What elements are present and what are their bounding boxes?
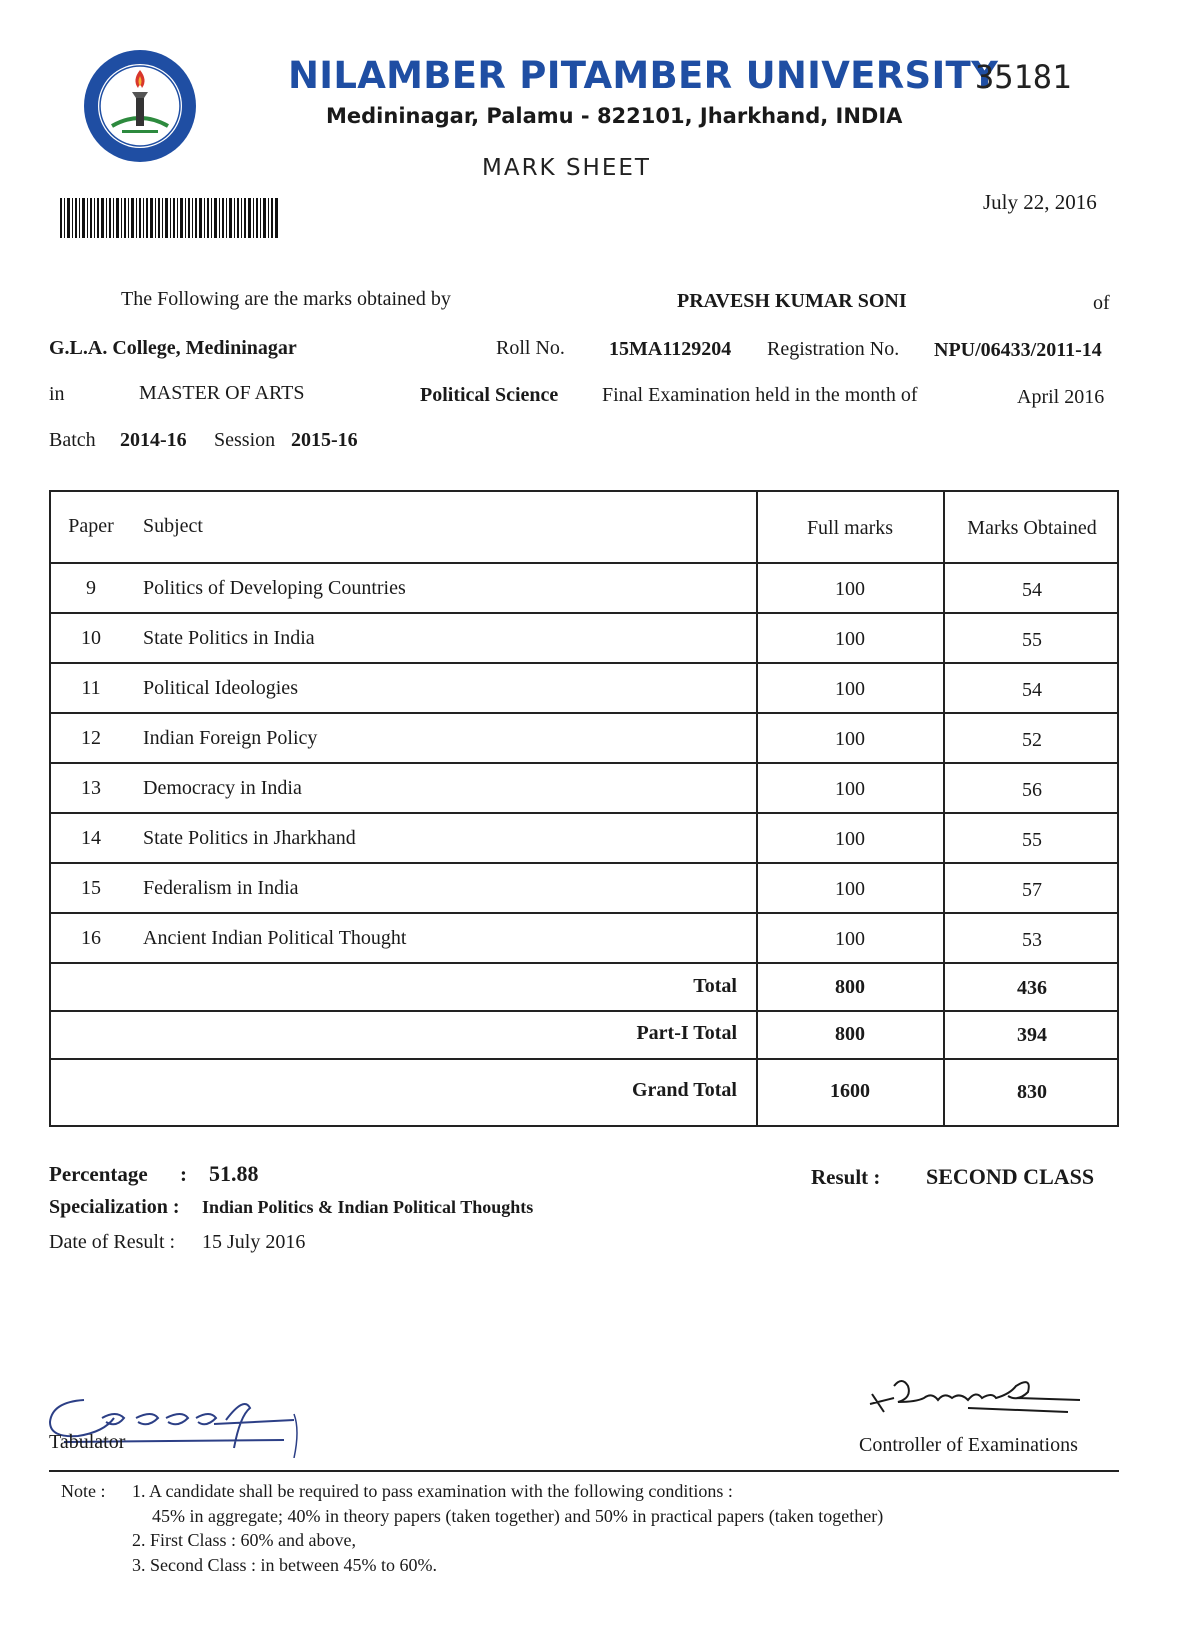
marks-table <box>49 490 1119 1127</box>
result-date-label: Date of Result : <box>49 1231 176 1253</box>
total-full-marks: 800 <box>835 976 865 998</box>
full-marks: 100 <box>835 828 865 850</box>
subject-name: State Politics in India <box>143 627 315 649</box>
header-paper: Paper <box>68 515 114 537</box>
marks-obtained: 54 <box>1022 579 1042 601</box>
marks-obtained: 54 <box>1022 679 1042 701</box>
subject-name: Federalism in India <box>143 877 299 899</box>
grand-total-full-marks: 1600 <box>830 1080 870 1102</box>
exam-text: Final Examination held in the month of <box>602 384 918 406</box>
marks-obtained: 52 <box>1022 729 1042 751</box>
degree-name: MASTER OF ARTS <box>139 382 305 404</box>
subject-name: Politics of Developing Countries <box>143 577 406 599</box>
roll-number: 15MA1129204 <box>609 338 732 360</box>
percentage-value: 51.88 <box>209 1161 259 1186</box>
grand-total-marks-obtained: 830 <box>1017 1081 1047 1103</box>
total-label: Total <box>693 975 737 997</box>
barcode <box>60 198 278 238</box>
session-value: 2015-16 <box>291 429 358 451</box>
part1-total-label: Part-I Total <box>636 1022 737 1044</box>
serial-number: 35181 <box>975 58 1072 96</box>
student-name: PRAVESH KUMAR SONI <box>677 290 907 312</box>
header-full-marks: Full marks <box>806 517 894 539</box>
full-marks: 100 <box>835 628 865 650</box>
registration-label: Registration No. <box>767 338 900 360</box>
university-address: Medininagar, Palamu - 822101, Jharkhand, INDIA <box>326 104 903 128</box>
full-marks: 100 <box>835 878 865 900</box>
paper-number: 15 <box>81 877 101 899</box>
header-subject: Subject <box>143 515 203 537</box>
result-label: Result : <box>811 1165 881 1189</box>
paper-number: 9 <box>86 577 96 599</box>
marks-obtained: 57 <box>1022 879 1042 901</box>
result-date-value: 15 July 2016 <box>202 1231 306 1253</box>
paper-number: 10 <box>81 627 101 649</box>
subject-name: Political Ideologies <box>143 677 298 699</box>
paper-number: 13 <box>81 777 101 799</box>
footer-divider <box>49 1470 1119 1472</box>
percentage-colon: : <box>180 1162 187 1186</box>
specialization-value: Indian Politics & Indian Political Thoughts <box>202 1197 534 1217</box>
university-seal-logo <box>82 48 198 164</box>
document-title: MARK SHEET <box>482 155 651 181</box>
percentage-label: Percentage <box>49 1162 148 1186</box>
tabulator-label: Tabulator <box>49 1431 126 1453</box>
subject-name: State Politics in Jharkhand <box>143 827 356 849</box>
note-item: 45% in aggregate; 40% in theory papers (taken together) and 50% in practical papers (taken together) <box>152 1506 884 1526</box>
paper-number: 11 <box>81 677 101 699</box>
marks-obtained: 55 <box>1022 629 1042 651</box>
full-marks: 100 <box>835 578 865 600</box>
marks-obtained: 55 <box>1022 829 1042 851</box>
part1-total-full-marks: 800 <box>835 1023 865 1045</box>
subject-name: Indian Foreign Policy <box>143 727 318 749</box>
of-label: of <box>1093 292 1110 314</box>
result-value: SECOND CLASS <box>926 1164 1095 1189</box>
total-marks-obtained: 436 <box>1017 977 1047 999</box>
issue-date: July 22, 2016 <box>983 190 1097 214</box>
note-item: 2. First Class : 60% and above, <box>132 1530 356 1550</box>
note-label: Note : <box>61 1481 106 1501</box>
paper-number: 12 <box>81 727 101 749</box>
full-marks: 100 <box>835 728 865 750</box>
subject-name: Political Science <box>420 384 559 406</box>
full-marks: 100 <box>835 928 865 950</box>
paper-number: 16 <box>81 927 101 949</box>
marks-obtained: 56 <box>1022 779 1042 801</box>
note-item: 3. Second Class : in between 45% to 60%. <box>132 1555 437 1575</box>
paper-number: 14 <box>81 827 101 849</box>
subject-name: Democracy in India <box>143 777 302 799</box>
part1-total-marks-obtained: 394 <box>1017 1024 1047 1046</box>
university-name: NILAMBER PITAMBER UNIVERSITY <box>288 54 999 97</box>
in-label: in <box>49 383 65 405</box>
subject-name: Ancient Indian Political Thought <box>143 927 407 949</box>
registration-number: NPU/06433/2011-14 <box>934 339 1102 361</box>
full-marks: 100 <box>835 778 865 800</box>
full-marks: 100 <box>835 678 865 700</box>
specialization-label: Specialization : <box>49 1196 180 1218</box>
controller-signature <box>868 1372 1098 1424</box>
college-name: G.L.A. College, Medininagar <box>49 337 297 359</box>
batch-value: 2014-16 <box>120 429 187 451</box>
batch-label: Batch <box>49 429 96 451</box>
marks-obtained: 53 <box>1022 929 1042 951</box>
header-marks-obtained: Marks Obtained <box>967 517 1097 539</box>
session-label: Session <box>214 429 276 451</box>
intro-text: The Following are the marks obtained by <box>121 288 451 310</box>
note-item: 1. A candidate shall be required to pass examination with the following conditions : <box>132 1481 733 1501</box>
grand-total-label: Grand Total <box>631 1079 737 1101</box>
exam-month: April 2016 <box>1017 386 1105 408</box>
controller-label: Controller of Examinations <box>859 1434 1078 1456</box>
roll-label: Roll No. <box>496 337 565 359</box>
